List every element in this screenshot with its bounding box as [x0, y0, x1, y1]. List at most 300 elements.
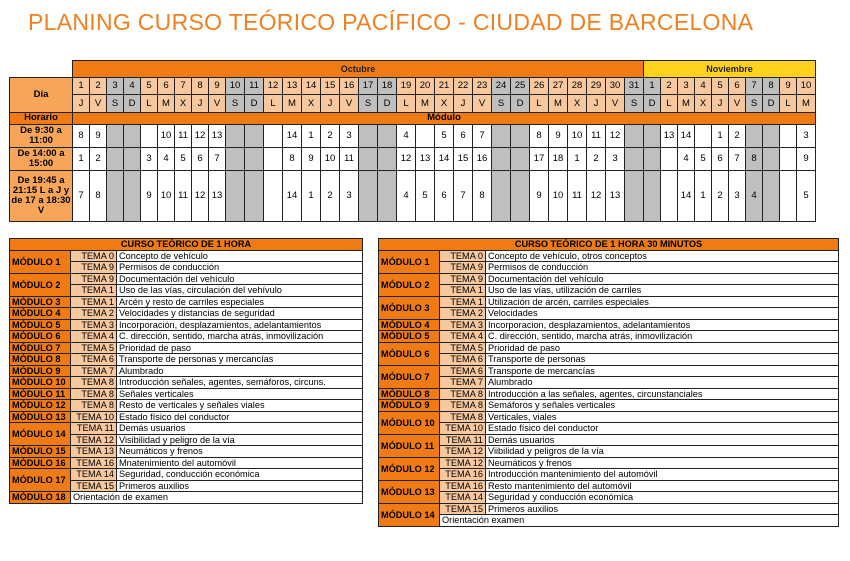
tema-label: TEMA 8	[71, 400, 117, 412]
tema-label: TEMA 4	[71, 331, 117, 343]
schedule-cell	[763, 124, 780, 147]
schedule-cell: 9	[797, 147, 816, 170]
module-label: MÓDULO 7	[379, 365, 440, 388]
day-number: 5	[712, 77, 729, 95]
tema-label: TEMA 13	[71, 446, 117, 458]
day-letter: X	[695, 95, 712, 113]
schedule-cell: 8	[746, 147, 763, 170]
topic-description: Viibilidad y peligros de la vía	[486, 446, 839, 458]
schedule-cell: 13	[416, 147, 435, 170]
day-letter: D	[124, 95, 141, 113]
module-label: MÓDULO 2	[10, 273, 71, 296]
tema-label: TEMA 2	[71, 308, 117, 320]
schedule-label: De 14:00 a 15:00	[10, 147, 73, 170]
schedule-cell: 1	[73, 147, 90, 170]
tema-label: TEMA 10	[71, 411, 117, 423]
day-letter: J	[321, 95, 340, 113]
legend-header: CURSO TEÓRICO DE 1 HORA	[10, 239, 363, 251]
module-label: MÓDULO 3	[10, 296, 71, 308]
schedule-cell	[107, 124, 124, 147]
topic-description: Utilización de arcén, carriles especiales	[486, 296, 839, 308]
module-label: MÓDULO 11	[10, 388, 71, 400]
day-letter: S	[492, 95, 511, 113]
schedule-cell: 11	[175, 170, 192, 221]
schedule-cell: 14	[678, 170, 695, 221]
schedule-cell	[780, 170, 797, 221]
schedule-cell: 7	[454, 170, 473, 221]
tema-label: TEMA 16	[440, 469, 486, 481]
day-number: 9	[780, 77, 797, 95]
topic-description: Resto de verticales y señales viales	[117, 400, 363, 412]
day-number: 23	[473, 77, 492, 95]
topic-description: Seguridad, conducción económica	[117, 469, 363, 481]
schedule-cell	[264, 147, 283, 170]
day-letter: L	[530, 95, 549, 113]
schedule-cell	[245, 124, 264, 147]
module-label: MÓDULO 6	[379, 342, 440, 365]
tema-label: TEMA 11	[71, 423, 117, 435]
schedule-cell: 11	[587, 124, 606, 147]
schedule-cell: 9	[302, 147, 321, 170]
topic-description: Neumáticos y frenos	[117, 446, 363, 458]
schedule-cell: 1	[695, 170, 712, 221]
day-letter: M	[416, 95, 435, 113]
schedule-cell	[124, 124, 141, 147]
schedule-cell	[644, 124, 661, 147]
schedule-cell: 15	[454, 147, 473, 170]
day-letter: X	[175, 95, 192, 113]
month-noviembre: Noviembre	[644, 61, 816, 78]
schedule-cell: 12	[397, 147, 416, 170]
schedule-cell	[416, 124, 435, 147]
schedule-cell: 2	[712, 170, 729, 221]
module-label: MÓDULO 10	[379, 411, 440, 434]
schedule-cell	[124, 170, 141, 221]
schedule-cell	[780, 124, 797, 147]
tema-label: TEMA 2	[440, 308, 486, 320]
day-number: 14	[302, 77, 321, 95]
schedule-cell: 13	[209, 170, 226, 221]
schedule-label: De 19:45 a 21:15 L a J y de 17 a 18:30 V	[10, 170, 73, 221]
day-number: 8	[192, 77, 209, 95]
day-number: 10	[797, 77, 816, 95]
day-letter: V	[209, 95, 226, 113]
schedule-cell: 9	[90, 124, 107, 147]
tema-label: TEMA 1	[440, 285, 486, 297]
schedule-cell: 11	[340, 147, 359, 170]
schedule-cell: 12	[587, 170, 606, 221]
schedule-cell: 2	[321, 124, 340, 147]
schedule-cell: 5	[797, 170, 816, 221]
day-number: 7	[746, 77, 763, 95]
month-octubre: Octubre	[73, 61, 644, 78]
day-number: 30	[606, 77, 625, 95]
topic-description: Primeros auxilios	[486, 503, 839, 515]
day-number: 2	[661, 77, 678, 95]
tema-label: TEMA 5	[440, 342, 486, 354]
schedule-cell: 4	[158, 147, 175, 170]
day-letter: D	[763, 95, 780, 113]
schedule-cell	[226, 147, 245, 170]
schedule-cell: 13	[209, 124, 226, 147]
schedule-cell	[492, 147, 511, 170]
tema-label: TEMA 15	[440, 503, 486, 515]
topic-description: Documentación del vehículo	[486, 273, 839, 285]
day-number: 29	[587, 77, 606, 95]
day-number: 19	[397, 77, 416, 95]
legend-1-hora-30	[378, 238, 839, 527]
day-number: 8	[763, 77, 780, 95]
tema-label: TEMA 14	[71, 469, 117, 481]
schedule-cell	[359, 124, 378, 147]
tema-label: TEMA 10	[440, 423, 486, 435]
day-letter: L	[264, 95, 283, 113]
tema-label: TEMA 12	[440, 446, 486, 458]
day-letter: L	[780, 95, 797, 113]
day-number: 26	[530, 77, 549, 95]
day-number: 4	[124, 77, 141, 95]
topic-description: Uso de las vías, utilización de carriles	[486, 285, 839, 297]
topic-description: Transporte de personas	[486, 354, 839, 366]
topic-description: Incorporacion, desplazamientos, adelantamientos	[486, 319, 839, 331]
day-number: 15	[321, 77, 340, 95]
topic-description: Uso de las vías, circulación del vehívulo	[117, 285, 363, 297]
schedule-cell: 4	[397, 124, 416, 147]
day-number: 17	[359, 77, 378, 95]
schedule-cell	[492, 170, 511, 221]
tema-label: TEMA 12	[71, 434, 117, 446]
module-label: MÓDULO 7	[10, 342, 71, 354]
schedule-cell: 14	[678, 124, 695, 147]
schedule-cell	[226, 170, 245, 221]
tema-label: TEMA 8	[71, 377, 117, 389]
schedule-cell: 7	[473, 124, 492, 147]
schedule-cell	[359, 170, 378, 221]
schedule-cell: 3	[340, 124, 359, 147]
day-number: 1	[644, 77, 661, 95]
tema-label: TEMA 4	[440, 331, 486, 343]
day-letter: V	[606, 95, 625, 113]
day-letter: J	[192, 95, 209, 113]
schedule-cell: 3	[141, 147, 158, 170]
topic-description: Concepto de vehículo	[117, 250, 363, 262]
day-letter: D	[511, 95, 530, 113]
topic-description: Transporte de mercancías	[486, 365, 839, 377]
topic-description: Transporte de personas y mercancías	[117, 354, 363, 366]
topic-description: C. dirección, sentido, marcha atrás, inmovilización	[486, 331, 839, 343]
schedule-cell	[245, 170, 264, 221]
horario-label: Horario	[10, 112, 73, 124]
tema-label: TEMA 1	[440, 296, 486, 308]
day-number: 18	[378, 77, 397, 95]
day-letter: L	[661, 95, 678, 113]
tema-label: TEMA 7	[71, 365, 117, 377]
module-label: MÓDULO 5	[379, 331, 440, 343]
schedule-cell	[107, 147, 124, 170]
schedule-cell: 14	[435, 147, 454, 170]
schedule-cell: 17	[530, 147, 549, 170]
day-letter: L	[141, 95, 158, 113]
day-number: 3	[107, 77, 124, 95]
schedule-cell: 1	[302, 124, 321, 147]
tema-label: TEMA 14	[440, 492, 486, 504]
schedule-cell: 13	[661, 124, 678, 147]
day-letter: D	[378, 95, 397, 113]
schedule-cell	[511, 147, 530, 170]
schedule-cell	[378, 147, 397, 170]
schedule-cell: 5	[435, 124, 454, 147]
module-label: MÓDULO 1	[10, 250, 71, 273]
module-label: MÓDULO 10	[10, 377, 71, 389]
tema-label: TEMA 16	[440, 480, 486, 492]
schedule-cell: 8	[90, 170, 107, 221]
tema-label: TEMA 8	[71, 388, 117, 400]
module-label: MÓDULO 8	[379, 388, 440, 400]
module-label: MÓDULO 11	[379, 434, 440, 457]
schedule-cell	[492, 124, 511, 147]
tema-label: TEMA 1	[71, 285, 117, 297]
schedule-cell: 9	[549, 124, 568, 147]
module-label: MÓDULO 14	[379, 503, 440, 526]
schedule-cell	[625, 124, 644, 147]
day-number: 31	[625, 77, 644, 95]
schedule-cell: 2	[729, 124, 746, 147]
day-number: 22	[454, 77, 473, 95]
module-label: MÓDULO 13	[10, 411, 71, 423]
topic-description: Seguridad y conducción económica	[486, 492, 839, 504]
topic-description: Permisos de conducción	[117, 262, 363, 274]
tema-label: TEMA 0	[440, 250, 486, 262]
tema-label: TEMA 6	[440, 354, 486, 366]
schedule-cell	[264, 170, 283, 221]
day-number: 13	[283, 77, 302, 95]
schedule-cell	[378, 170, 397, 221]
schedule-cell: 1	[568, 147, 587, 170]
schedule-cell: 2	[587, 147, 606, 170]
topic-description: Demás usuarios	[486, 434, 839, 446]
tema-label: TEMA 1	[71, 296, 117, 308]
tema-label: TEMA 15	[71, 480, 117, 492]
schedule-cell	[763, 147, 780, 170]
schedule-cell	[264, 124, 283, 147]
day-letter: D	[245, 95, 264, 113]
calendar-table	[9, 60, 816, 222]
tema-label: TEMA 3	[440, 319, 486, 331]
day-letter: M	[283, 95, 302, 113]
schedule-cell: 11	[175, 124, 192, 147]
day-number: 25	[511, 77, 530, 95]
topic-description: Demás usuarios	[117, 423, 363, 435]
day-number: 21	[435, 77, 454, 95]
day-number: 16	[340, 77, 359, 95]
tema-label: TEMA 16	[71, 457, 117, 469]
schedule-cell: 10	[321, 147, 340, 170]
day-letter: J	[454, 95, 473, 113]
day-number: 11	[245, 77, 264, 95]
topic-description: Neumáticos y frenos	[486, 457, 839, 469]
schedule-cell: 4	[397, 170, 416, 221]
module-label: MÓDULO 14	[10, 423, 71, 446]
topic-description: Estado físico del conductor	[117, 411, 363, 423]
topic-description: Orientación examen	[440, 515, 839, 527]
topic-description: Concepto de vehículo, otros conceptos	[486, 250, 839, 262]
module-label: MÓDULO 13	[379, 480, 440, 503]
schedule-cell: 3	[606, 147, 625, 170]
schedule-cell	[763, 170, 780, 221]
schedule-cell: 11	[568, 170, 587, 221]
schedule-cell: 16	[473, 147, 492, 170]
day-letter: V	[340, 95, 359, 113]
tema-label: TEMA 6	[440, 365, 486, 377]
schedule-cell: 5	[175, 147, 192, 170]
schedule-cell: 8	[473, 170, 492, 221]
day-number: 3	[678, 77, 695, 95]
topic-description: Primeros auxilios	[117, 480, 363, 492]
schedule-cell	[625, 170, 644, 221]
modulo-label: Módulo	[73, 112, 816, 124]
schedule-cell: 4	[678, 147, 695, 170]
day-number: 12	[264, 77, 283, 95]
schedule-cell	[644, 170, 661, 221]
module-label: MÓDULO 16	[10, 457, 71, 469]
schedule-cell: 12	[192, 170, 209, 221]
day-letter: J	[587, 95, 606, 113]
topic-description: Alumbrado	[486, 377, 839, 389]
tema-label: TEMA 0	[71, 250, 117, 262]
topic-description: Documentación del vehículo	[117, 273, 363, 285]
day-number: 7	[175, 77, 192, 95]
topic-description: Alumbrado	[117, 365, 363, 377]
schedule-cell	[226, 124, 245, 147]
day-letter: S	[359, 95, 378, 113]
module-label: MÓDULO 8	[10, 354, 71, 366]
schedule-cell: 4	[746, 170, 763, 221]
day-letter: M	[549, 95, 568, 113]
tema-label: TEMA 9	[440, 273, 486, 285]
topic-description: Visibilidad y peligro de la vía	[117, 434, 363, 446]
day-number: 27	[549, 77, 568, 95]
schedule-cell	[661, 170, 678, 221]
tema-label: TEMA 9	[71, 262, 117, 274]
module-label: MÓDULO 6	[10, 331, 71, 343]
day-letter: V	[90, 95, 107, 113]
day-letter: M	[797, 95, 816, 113]
topic-description: Introducción a las señales, agentes, circunstanciales	[486, 388, 839, 400]
day-number: 9	[209, 77, 226, 95]
tema-label: TEMA 8	[440, 411, 486, 423]
schedule-cell: 2	[321, 170, 340, 221]
day-letter: S	[746, 95, 763, 113]
tema-label: TEMA 6	[71, 354, 117, 366]
topic-description: Velocidades y distancias de seguridad	[117, 308, 363, 320]
day-letter: X	[435, 95, 454, 113]
schedule-cell	[625, 147, 644, 170]
module-label: MÓDULO 3	[379, 296, 440, 319]
day-number: 20	[416, 77, 435, 95]
schedule-cell	[661, 147, 678, 170]
topic-description: Orientación de examen	[71, 492, 363, 504]
corner-cell	[10, 61, 73, 78]
day-letter: M	[158, 95, 175, 113]
topic-description: Señales verticales	[117, 388, 363, 400]
schedule-cell: 1	[712, 124, 729, 147]
topic-description: Introducción señales, agentes, semáforos, circuns.	[117, 377, 363, 389]
tema-label: TEMA 12	[440, 457, 486, 469]
schedule-cell	[107, 170, 124, 221]
day-letter: V	[473, 95, 492, 113]
day-letter: J	[73, 95, 90, 113]
schedule-cell: 6	[192, 147, 209, 170]
topic-description: Introducción mantenimiento del automóvil	[486, 469, 839, 481]
schedule-cell: 7	[209, 147, 226, 170]
schedule-cell	[141, 124, 158, 147]
day-letter: X	[568, 95, 587, 113]
schedule-cell: 14	[283, 170, 302, 221]
day-number: 2	[90, 77, 107, 95]
day-letter: S	[226, 95, 245, 113]
schedule-cell: 3	[340, 170, 359, 221]
schedule-cell: 10	[158, 124, 175, 147]
topic-description: Semáforos y señales verticales	[486, 400, 839, 412]
schedule-cell: 6	[435, 170, 454, 221]
schedule-cell	[124, 147, 141, 170]
day-letter: V	[729, 95, 746, 113]
tema-label: TEMA 8	[440, 400, 486, 412]
schedule-cell: 8	[283, 147, 302, 170]
day-number: 24	[492, 77, 511, 95]
schedule-cell	[511, 170, 530, 221]
schedule-label: De 9:30 a 11:00	[10, 124, 73, 147]
schedule-cell	[378, 124, 397, 147]
dia-label: Día	[10, 77, 73, 112]
topic-description: Velocidades	[486, 308, 839, 320]
module-label: MÓDULO 9	[10, 365, 71, 377]
topic-description: Resto mantenimiento del automóvil	[486, 480, 839, 492]
schedule-cell	[644, 147, 661, 170]
schedule-cell: 10	[549, 170, 568, 221]
topic-description: Prioridad de paso	[117, 342, 363, 354]
schedule-cell: 12	[606, 124, 625, 147]
schedule-cell: 3	[797, 124, 816, 147]
schedule-cell	[695, 124, 712, 147]
day-letter: L	[397, 95, 416, 113]
schedule-cell: 8	[73, 124, 90, 147]
schedule-cell: 1	[302, 170, 321, 221]
day-letter: X	[302, 95, 321, 113]
schedule-cell: 18	[549, 147, 568, 170]
schedule-cell	[746, 124, 763, 147]
schedule-cell: 2	[90, 147, 107, 170]
topic-description: Estado físico del conductor	[486, 423, 839, 435]
day-number: 28	[568, 77, 587, 95]
schedule-cell: 7	[729, 147, 746, 170]
tema-label: TEMA 7	[440, 377, 486, 389]
day-number: 6	[729, 77, 746, 95]
module-label: MÓDULO 18	[10, 492, 71, 504]
topic-description: Verticales, viales	[486, 411, 839, 423]
schedule-cell	[359, 147, 378, 170]
legend-1-hora	[9, 238, 363, 504]
schedule-cell: 9	[530, 170, 549, 221]
schedule-cell: 9	[141, 170, 158, 221]
schedule-cell: 10	[158, 170, 175, 221]
tema-label: TEMA 11	[440, 434, 486, 446]
tema-label: TEMA 8	[440, 388, 486, 400]
topic-description: Prioridad de paso	[486, 342, 839, 354]
schedule-cell: 10	[568, 124, 587, 147]
topic-description: C. dirección, sentido, marcha atrás, inmovilización	[117, 331, 363, 343]
schedule-cell: 7	[73, 170, 90, 221]
